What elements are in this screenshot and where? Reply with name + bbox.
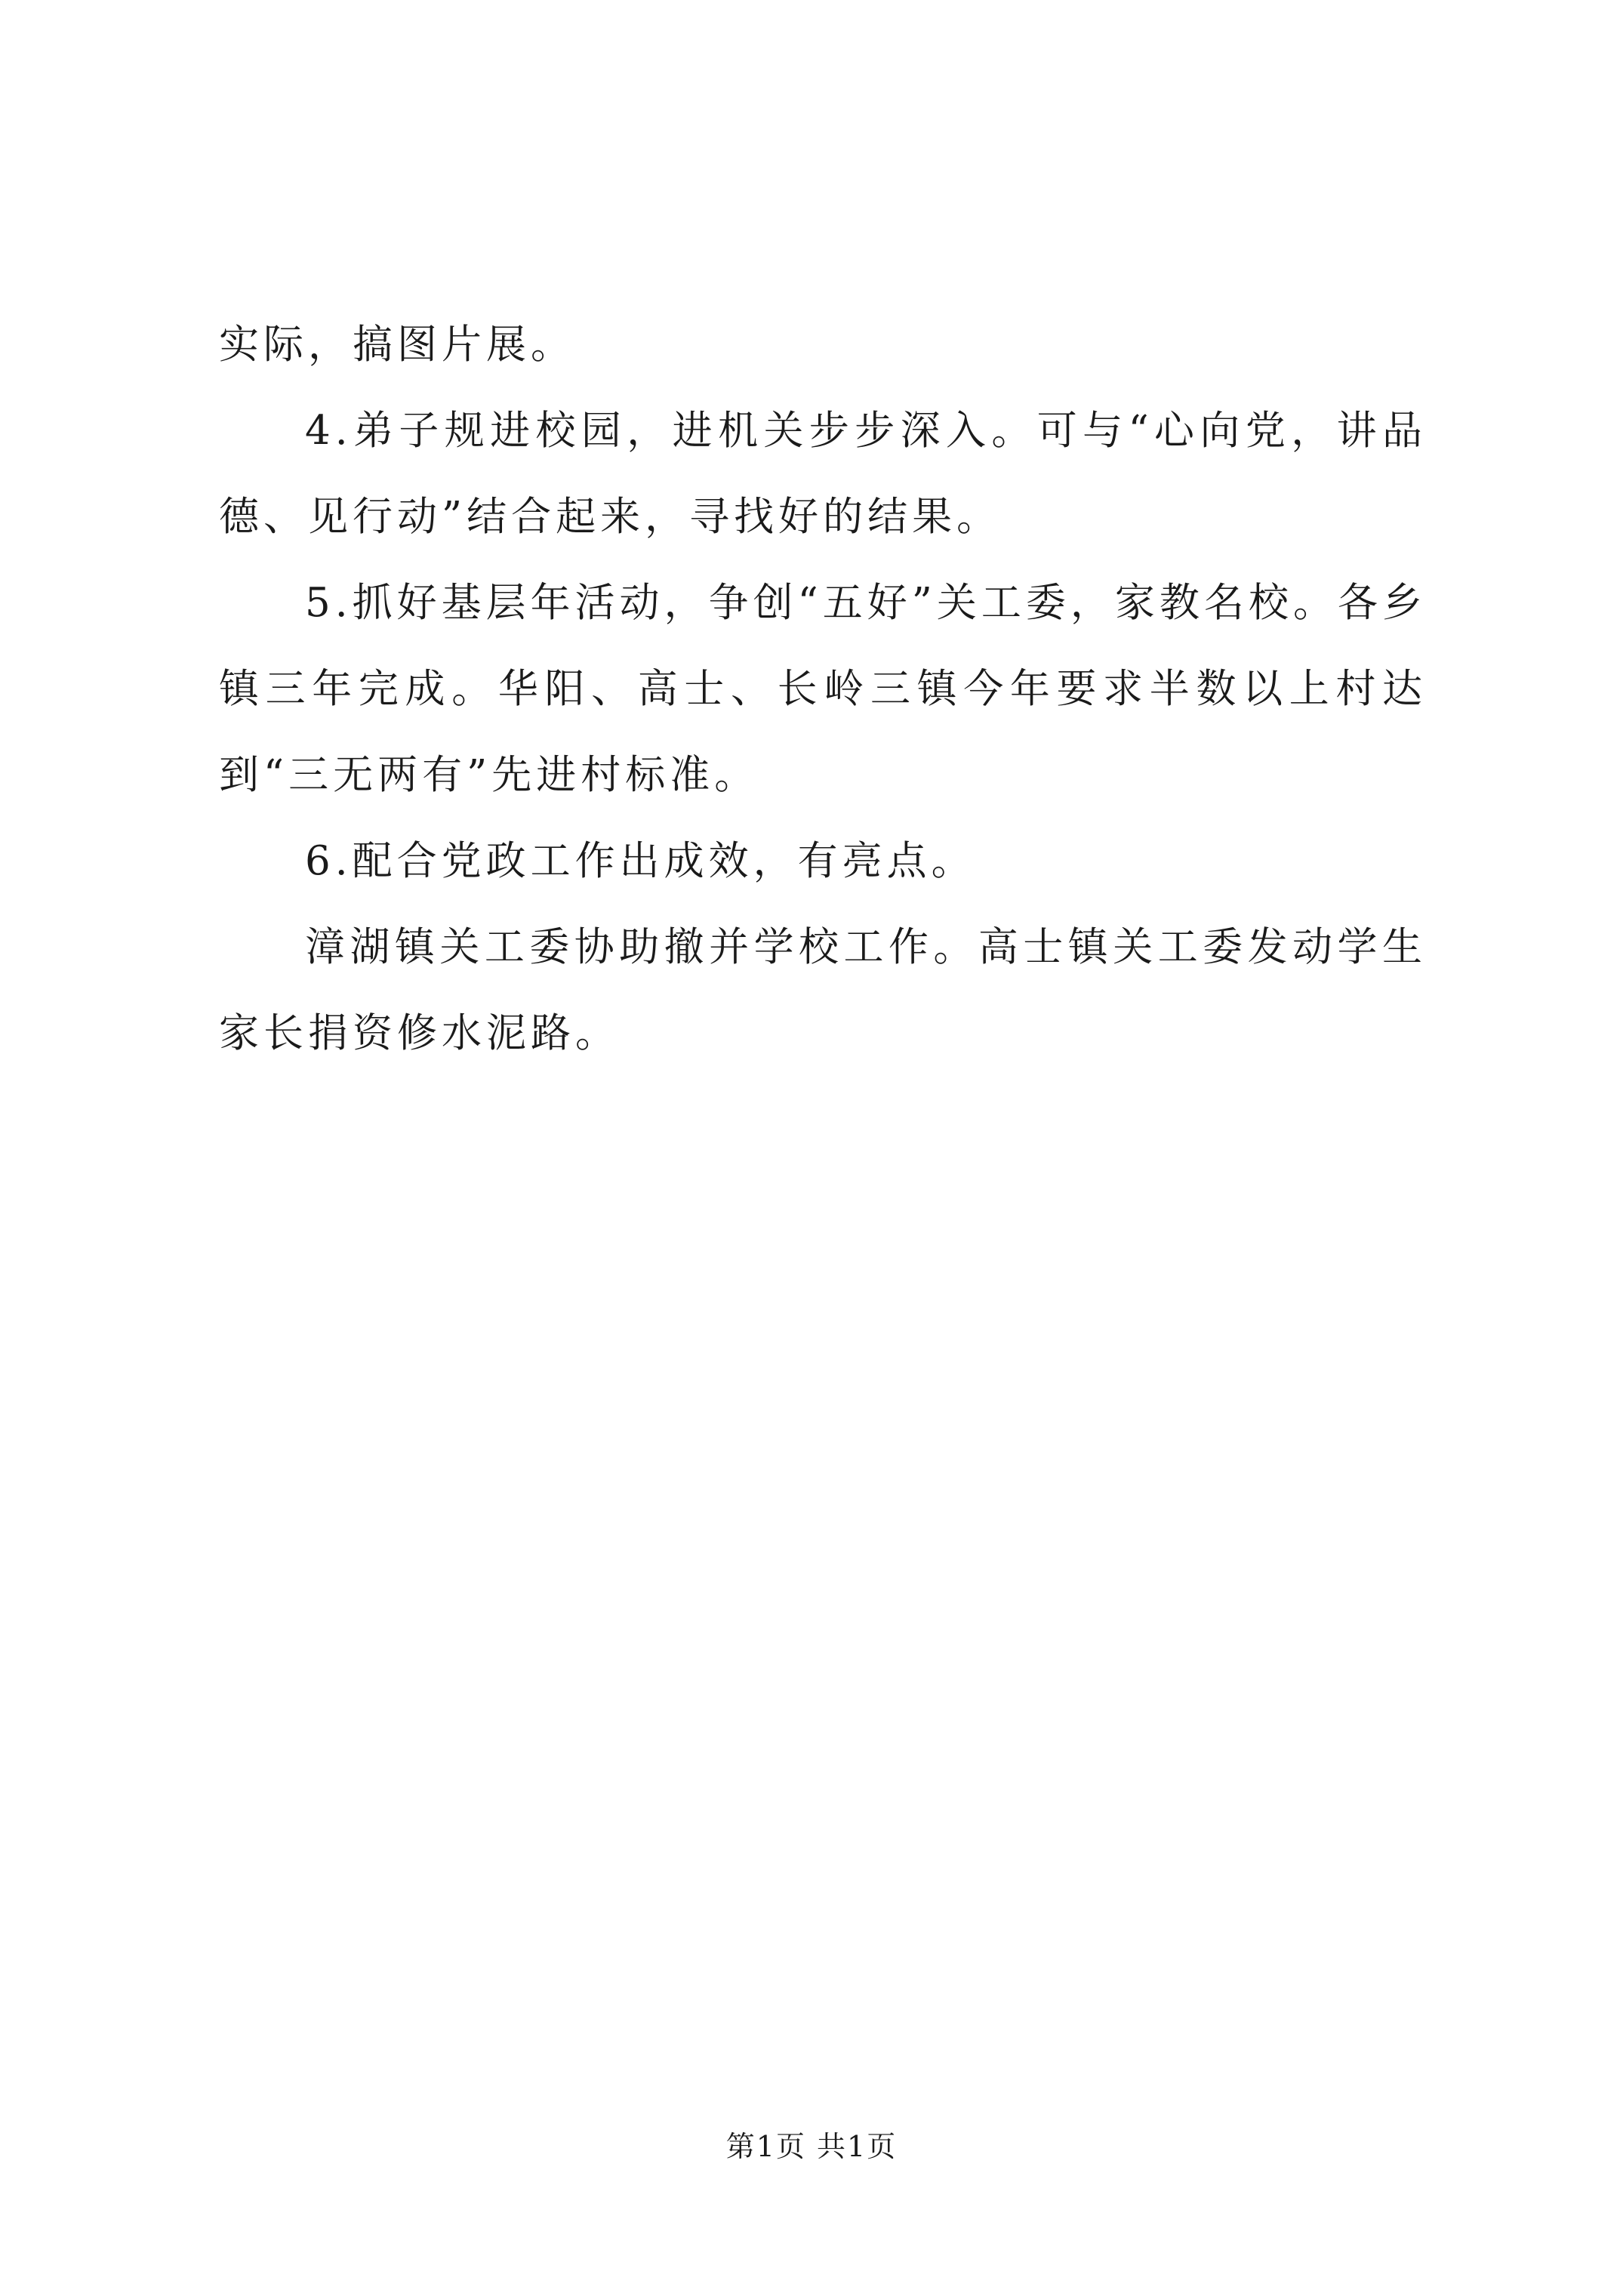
paragraph-item-5: 5.抓好基层年活动，争创“五好”关工委，家教名校。各乡镇三年完成。华阳、高士、长岭三镇今年要求半数以上村达到“三无两有”先进村标准。 <box>219 580 1427 798</box>
paragraph-zhanghu-gaoshi: 漳湖镇关工委协助撤并学校工作。高士镇关工委发动学生家长捐资修水泥路。 <box>219 924 1427 1056</box>
document-body <box>219 302 1427 1077</box>
page-footer <box>0 2128 1623 2165</box>
paragraph-item-6: 6.配合党政工作出成效，有亮点。 <box>305 838 976 884</box>
page-number-label: 第1页 共1页 <box>725 2130 898 2163</box>
paragraph-continuation: 实际，搞图片展。 <box>219 322 575 368</box>
paragraph-item-4: 4.弟子规进校园，进机关步步深入。可与“心向党，讲品德、见行动”结合起来，寻找好的结果。 <box>219 408 1427 540</box>
